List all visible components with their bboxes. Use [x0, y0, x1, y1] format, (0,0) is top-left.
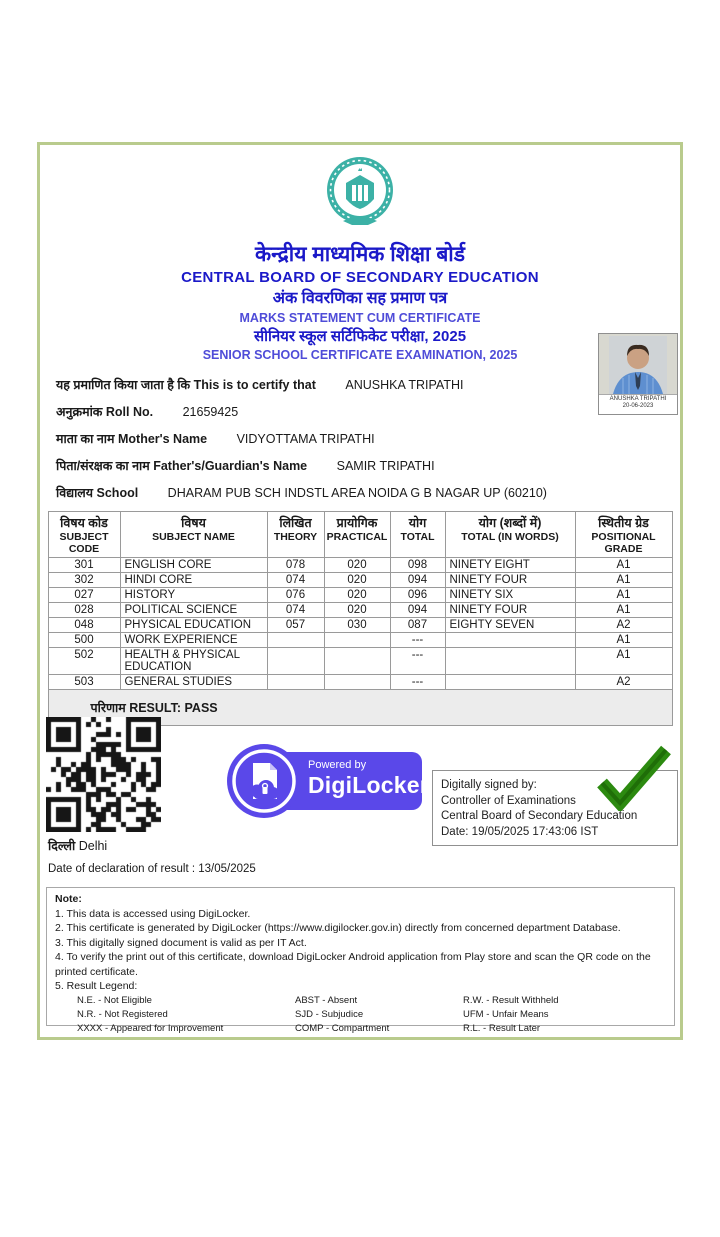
cell-name: GENERAL STUDIES — [120, 675, 267, 690]
exam-title-hindi: सीनियर स्कूल सर्टिफिकेट परीक्षा, 2025 — [253, 328, 467, 345]
father-name: SAMIR TRIPATHI — [336, 459, 435, 473]
cell-words: NINETY FOUR — [445, 573, 575, 588]
cell-grade: A1 — [575, 633, 672, 648]
cell-words: NINETY EIGHT — [445, 558, 575, 573]
cell-theory: 078 — [267, 558, 324, 573]
board-title-hindi: केन्द्रीय माध्यमिक शिक्षा बोर्ड — [255, 243, 465, 266]
roll-label-english: Roll No. — [105, 405, 154, 419]
cell-code: 302 — [48, 573, 120, 588]
signature-line-3: Central Board of Secondary Education — [441, 810, 638, 822]
cell-total: 096 — [390, 588, 445, 603]
cell-practical: 020 — [324, 588, 390, 603]
cell-name: PHYSICAL EDUCATION — [120, 618, 267, 633]
cell-practical: 020 — [324, 558, 390, 573]
marks-table — [48, 511, 673, 726]
father-label-hindi: पिता/संरक्षक का नाम — [56, 459, 150, 473]
cell-name: ENGLISH CORE — [120, 558, 267, 573]
table-row — [48, 633, 672, 648]
student-name: ANUSHKA TRIPATHI — [345, 378, 464, 392]
cell-words — [445, 633, 575, 648]
legend-item: UFM - Unfair Means — [463, 1008, 549, 1020]
column-header: विषय SUBJECT NAME — [120, 512, 267, 558]
cell-name: HEALTH & PHYSICAL EDUCATION — [120, 648, 267, 675]
certificate-subtitle-english: MARKS STATEMENT CUM CERTIFICATE — [239, 311, 481, 325]
note-box — [46, 887, 675, 1034]
cell-code: 048 — [48, 618, 120, 633]
note-items — [55, 907, 666, 994]
cell-total: 094 — [390, 573, 445, 588]
cell-total: 094 — [390, 603, 445, 618]
cell-grade: A1 — [575, 603, 672, 618]
cell-theory: 074 — [267, 573, 324, 588]
cell-theory — [267, 633, 324, 648]
declaration-label: Date of declaration of result : — [48, 863, 196, 875]
cell-grade: A1 — [575, 573, 672, 588]
mother-label-english: Mother's Name — [118, 432, 208, 446]
cell-code: 500 — [48, 633, 120, 648]
cell-practical: 020 — [324, 603, 390, 618]
cell-practical — [324, 633, 390, 648]
cell-grade: A2 — [575, 618, 672, 633]
certificate-subtitle-hindi: अंक विवरणिका सह प्रमाण पत्र — [272, 290, 448, 307]
cell-name: POLITICAL SCIENCE — [120, 603, 267, 618]
signature-line-1: Digitally signed by: — [441, 779, 537, 791]
mother-label-hindi: माता का नाम — [56, 432, 115, 446]
note-item: 1. This data is accessed using DigiLocker. — [55, 907, 251, 920]
powered-by-label: Powered by — [308, 759, 367, 771]
cell-theory: 076 — [267, 588, 324, 603]
table-row — [48, 618, 672, 633]
cell-words — [445, 648, 575, 675]
column-header: योग (शब्दों में) TOTAL (IN WORDS) — [445, 512, 575, 558]
cell-code: 027 — [48, 588, 120, 603]
qr-code — [46, 717, 161, 832]
marks-table-body — [48, 558, 672, 690]
exam-title-english: SENIOR SCHOOL CERTIFICATE EXAMINATION, 2025 — [202, 348, 518, 362]
note-item: 2. This certificate is generated by DigiLocker (https://www.digilocker.gov.in) directly from concerned department Database. — [55, 922, 621, 934]
cell-code: 503 — [48, 675, 120, 690]
cell-practical: 020 — [324, 573, 390, 588]
column-header: प्रायोगिक PRACTICAL — [324, 512, 390, 558]
cell-theory — [267, 675, 324, 690]
roll-label-hindi: अनुक्रमांक — [56, 405, 103, 419]
school-label-hindi: विद्यालय — [56, 486, 94, 500]
declaration-line — [48, 863, 256, 875]
signature-line-2: Controller of Examinations — [441, 794, 576, 807]
table-row — [48, 675, 672, 690]
signature-date: Date: 19/05/2025 17:43:06 IST — [441, 825, 599, 838]
cell-practical — [324, 675, 390, 690]
cell-grade: A1 — [575, 558, 672, 573]
legend-item: R.L. - Result Later — [463, 1022, 541, 1034]
student-details — [56, 376, 680, 501]
legend-item: ABST - Absent — [295, 994, 358, 1006]
student-photo-image — [599, 334, 677, 394]
certify-row — [56, 376, 680, 393]
cell-code: 028 — [48, 603, 120, 618]
note-item: 5. Result Legend: — [55, 980, 138, 992]
column-header: योग TOTAL — [390, 512, 445, 558]
cell-grade: A2 — [575, 675, 672, 690]
result-label-hindi: परिणाम — [90, 701, 126, 715]
mother-row — [56, 430, 680, 447]
cell-total: --- — [390, 675, 445, 690]
cell-practical: 030 — [324, 618, 390, 633]
digilocker-label: DigiLocker — [308, 772, 429, 798]
certify-label-english: This is to certify that — [193, 378, 316, 392]
cell-theory — [267, 648, 324, 675]
photo-caption-date: 20-06-2023 — [622, 403, 654, 409]
cell-words: NINETY SIX — [445, 588, 575, 603]
cell-theory: 057 — [267, 618, 324, 633]
marks-table-header — [48, 512, 672, 558]
legend-item: COMP - Compartment — [295, 1022, 390, 1034]
table-row — [48, 603, 672, 618]
note-item: 4. To verify the print out of this certificate, download DigiLocker Android application from Play store and scan the QR code on the printed certificate. — [55, 951, 651, 978]
column-header: स्थितीय ग्रेड POSITIONAL GRADE — [575, 512, 672, 558]
board-title-english: CENTRAL BOARD OF SECONDARY EDUCATION — [181, 269, 539, 286]
legend-item: SJD - Subjudice — [295, 1008, 364, 1020]
school-name: DHARAM PUB SCH INDSTL AREA NOIDA G B NAGAR UP (60210) — [167, 486, 547, 500]
digilocker-badge — [226, 743, 429, 819]
cell-grade: A1 — [575, 648, 672, 675]
cell-total: --- — [390, 648, 445, 675]
roll-number: 21659425 — [182, 405, 239, 419]
cbse-logo-icon — [319, 153, 401, 242]
cell-name: HISTORY — [120, 588, 267, 603]
certify-label-hindi: यह प्रमाणित किया जाता है कि — [56, 378, 191, 392]
cell-words — [445, 675, 575, 690]
result-legend — [77, 995, 666, 1035]
cell-code: 502 — [48, 648, 120, 675]
column-header: लिखित THEORY — [267, 512, 324, 558]
certificate-page — [37, 142, 683, 1040]
school-label-english: School — [96, 486, 139, 500]
certificate-header — [40, 145, 680, 364]
place-hindi: दिल्ली — [48, 839, 76, 853]
mother-name: VIDYOTTAMA TRIPATHI — [236, 432, 375, 446]
cell-code: 301 — [48, 558, 120, 573]
cell-total: 098 — [390, 558, 445, 573]
digilocker-logo-icon — [226, 743, 302, 824]
cell-words: NINETY FOUR — [445, 603, 575, 618]
father-label-english: Father's/Guardian's Name — [153, 459, 308, 473]
table-row — [48, 558, 672, 573]
cell-name: HINDI CORE — [120, 573, 267, 588]
roll-row — [56, 403, 680, 420]
note-item: 3. This digitally signed document is valid as per IT Act. — [55, 936, 307, 949]
legend-item: XXXX - Appeared for Improvement — [77, 1022, 224, 1034]
legend-item: N.R. - Not Registered — [77, 1008, 168, 1020]
table-row — [48, 648, 672, 675]
cell-name: WORK EXPERIENCE — [120, 633, 267, 648]
table-row — [48, 588, 672, 603]
cell-total: 087 — [390, 618, 445, 633]
place-english: Delhi — [78, 839, 108, 853]
signature-valid-check-icon — [592, 745, 672, 816]
note-title: Note: — [55, 893, 82, 905]
result-value: RESULT: PASS — [129, 701, 218, 715]
column-header: विषय कोड SUBJECT CODE — [48, 512, 120, 558]
cell-practical — [324, 648, 390, 675]
cell-words: EIGHTY SEVEN — [445, 618, 575, 633]
father-row — [56, 457, 680, 474]
legend-item: R.W. - Result Withheld — [463, 994, 559, 1006]
student-photo — [598, 333, 678, 415]
school-row — [56, 484, 680, 501]
cell-total: --- — [390, 633, 445, 648]
cell-grade: A1 — [575, 588, 672, 603]
cell-theory: 074 — [267, 603, 324, 618]
place-line — [48, 837, 107, 854]
table-row — [48, 573, 672, 588]
photo-caption-name: ANUSHKA TRIPATHI — [609, 396, 667, 402]
legend-item: N.E. - Not Eligible — [77, 994, 152, 1006]
declaration-date: 13/05/2025 — [198, 863, 256, 875]
